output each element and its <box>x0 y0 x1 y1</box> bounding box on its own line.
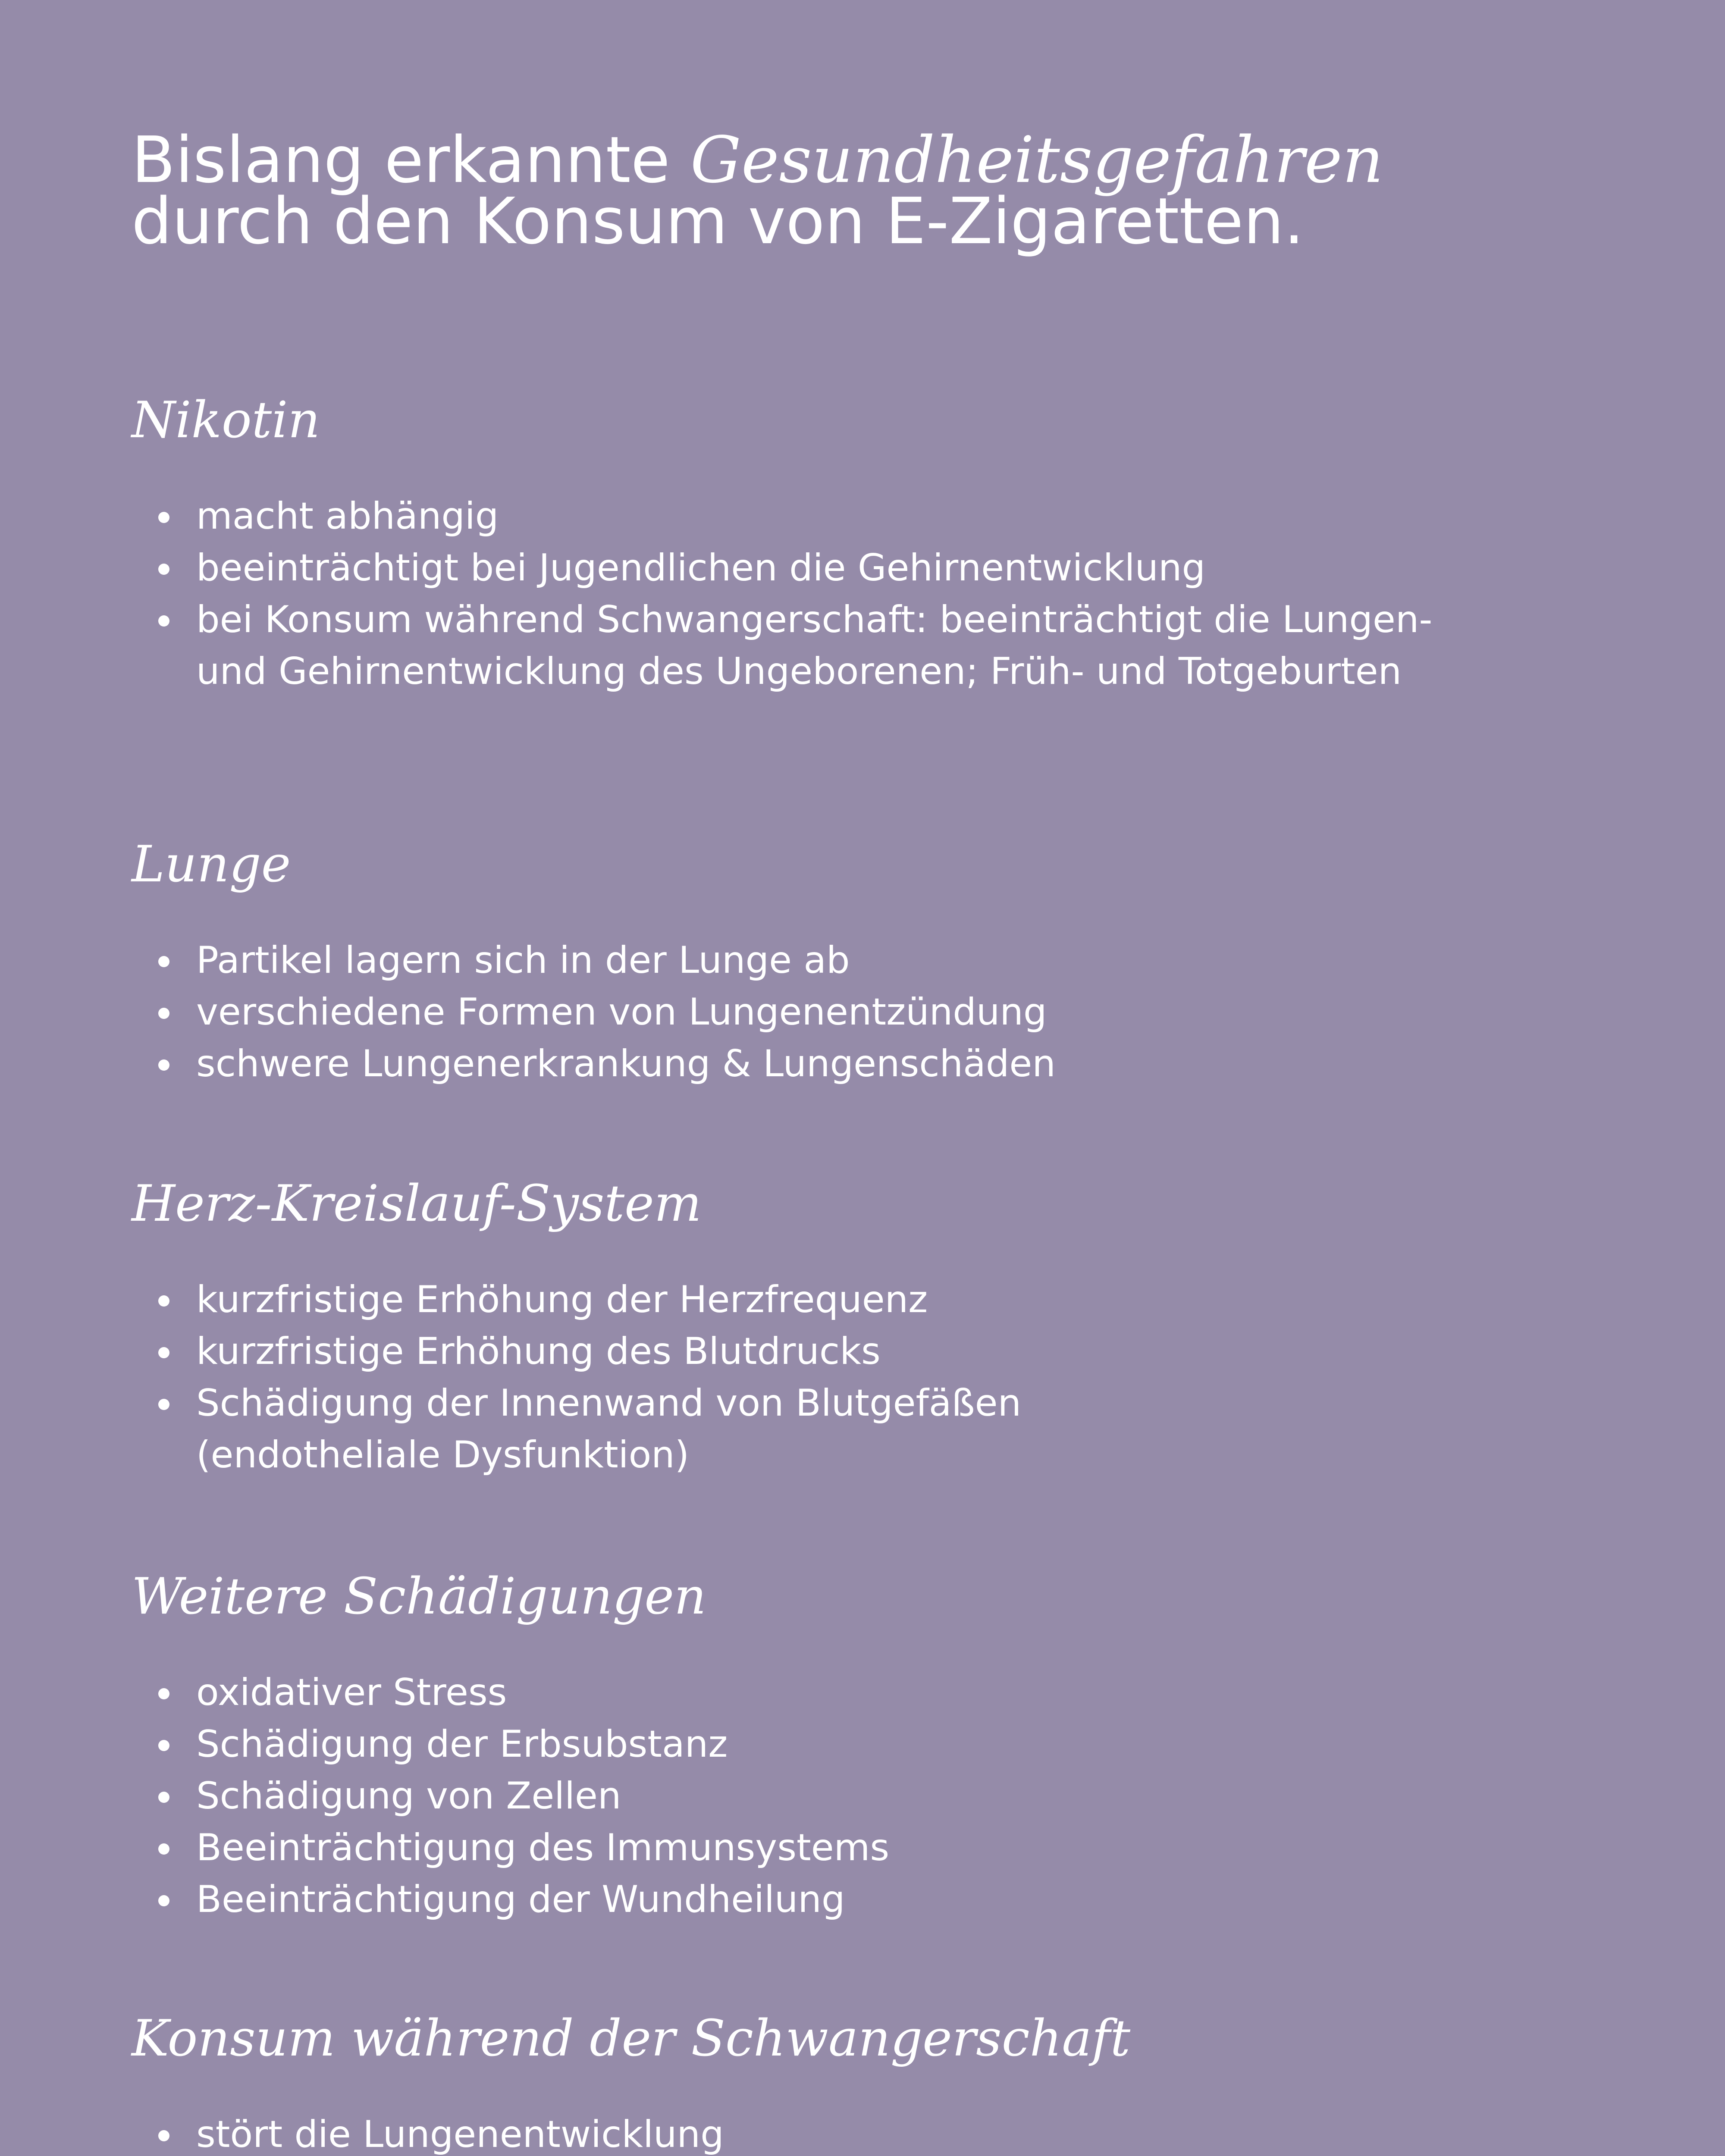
bullet-list <box>132 2109 1619 2156</box>
title-line2: durch den Konsum von E-Zigaretten. <box>132 184 1305 258</box>
list-item: Schädigung der Innenwand von Blutgefäßen (endotheliale Dysfunktion) <box>196 1377 1188 1481</box>
section-heading: Lunge <box>132 835 291 893</box>
bullet-list <box>132 490 1619 697</box>
list-item: bei Konsum während Schwangerschaft: beeinträchtigt die Lungen- und Gehirnentwicklung des Ungeborenen; Früh- und Totgeburten <box>196 594 1447 697</box>
list-item: kurzfristige Erhöhung des Blutdrucks <box>196 1326 1619 1377</box>
bullet-list <box>132 1667 1619 1925</box>
section-lunge <box>132 834 1619 1090</box>
list-item: Beeinträchtigung der Wundheilung <box>196 1874 1619 1925</box>
section-heading: Konsum während der Schwangerschaft <box>132 2009 1131 2068</box>
list-item: Partikel lagern sich in der Lunge ab <box>196 934 1619 986</box>
section-heading: Herz-Kreislauf-System <box>132 1175 702 1233</box>
section-nikotin <box>132 390 1619 697</box>
list-item: verschiedene Formen von Lungenentzündung <box>196 986 1619 1038</box>
section-weitere-schaedigungen <box>132 1567 1619 1925</box>
title-line1-plain: Bislang erkannte <box>132 123 690 197</box>
section-schwangerschaft <box>132 2009 1619 2156</box>
list-item: oxidativer Stress <box>196 1667 1619 1718</box>
page-title <box>132 123 1641 258</box>
bullet-list <box>132 1274 1619 1481</box>
list-item: Schädigung von Zellen <box>196 1770 1619 1822</box>
list-item: beeinträchtigt bei Jugendlichen die Gehirnentwicklung <box>196 542 1490 594</box>
list-item: Schädigung der Erbsubstanz <box>196 1718 1619 1770</box>
title-line1-italic: Gesundheitsgefahren <box>690 123 1383 197</box>
list-item: schwere Lungenerkrankung & Lungenschäden <box>196 1038 1619 1090</box>
bullet-list <box>132 934 1619 1090</box>
section-herz-kreislauf <box>132 1174 1619 1481</box>
section-heading: Weitere Schädigungen <box>132 1567 706 1626</box>
list-item: stört die Lungenentwicklung <box>196 2109 1619 2156</box>
section-heading: Nikotin <box>132 391 320 449</box>
list-item: Beeinträchtigung des Immunsystems <box>196 1822 1619 1874</box>
list-item: kurzfristige Erhöhung der Herzfrequenz <box>196 1274 1619 1326</box>
list-item: macht abhängig <box>196 490 1490 542</box>
